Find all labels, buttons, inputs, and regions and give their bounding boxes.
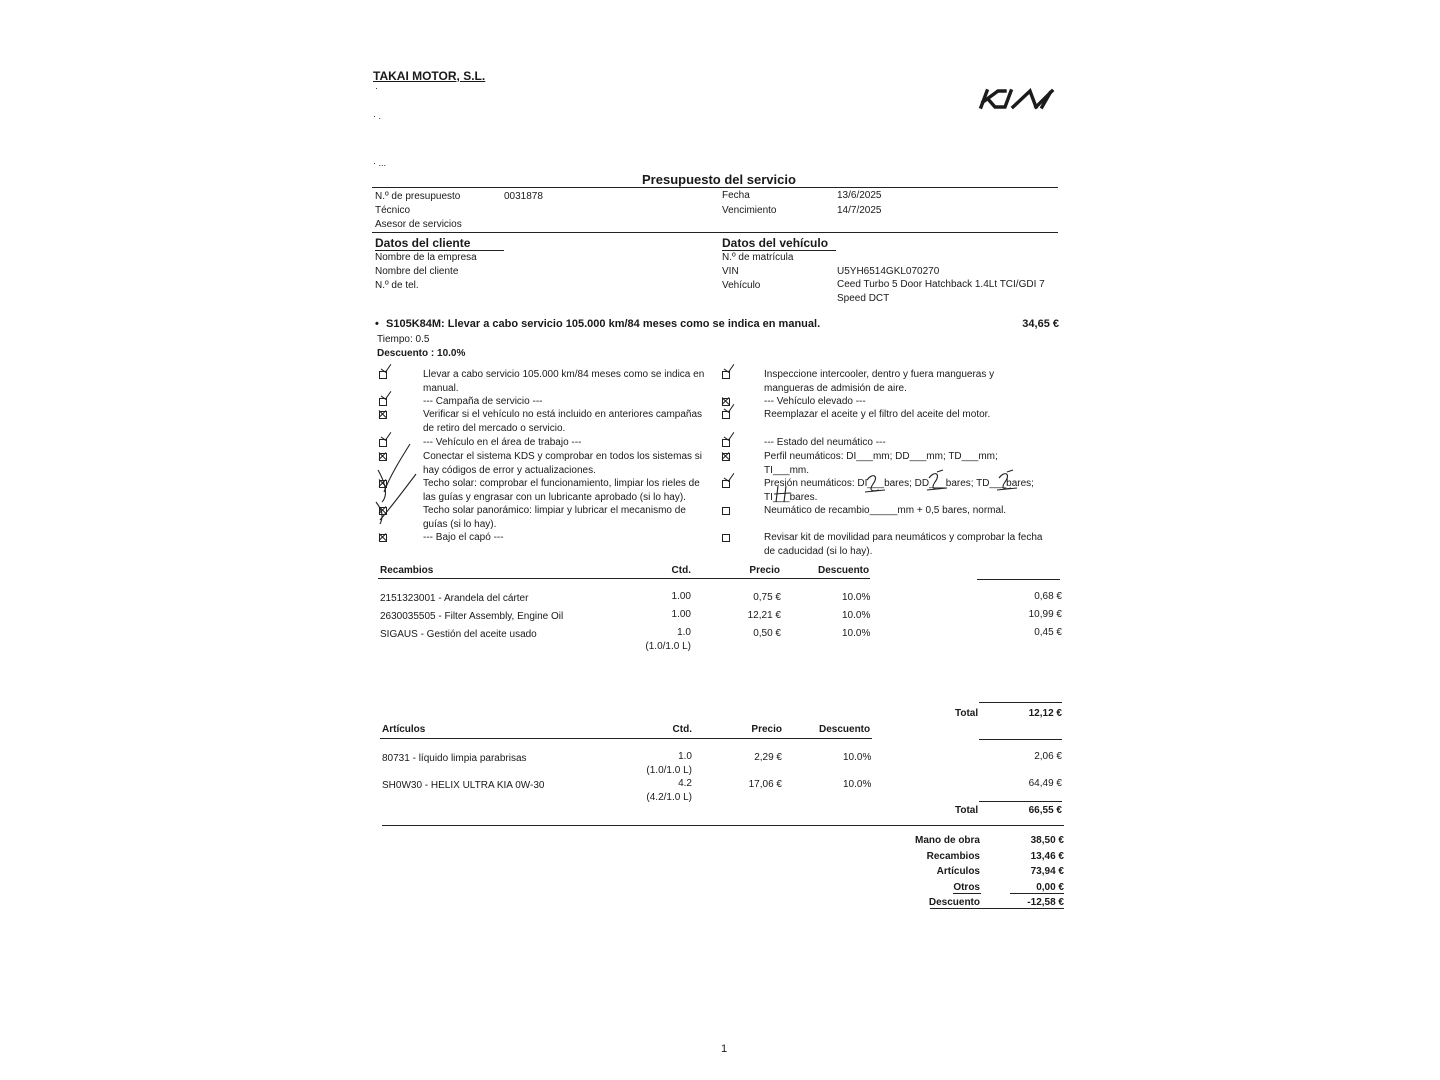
check-left-item-4-line-1: hay códigos de error y actualizaciones. <box>423 465 596 476</box>
parts-row-1-name: 2630035505 - Filter Assembly, Engine Oil <box>380 611 564 622</box>
plate-label: N.º de matrícula <box>722 252 794 263</box>
vehicle-title-underline <box>722 250 836 251</box>
check-right-4-cross-icon <box>721 452 729 460</box>
company-name: TAKAI MOTOR, S.L. <box>373 69 486 83</box>
check-right-5-tick-icon <box>724 471 734 483</box>
parts-row-0-qty: 1.00 <box>671 591 691 602</box>
parts-row-0-price: 0,75 € <box>753 592 781 603</box>
technician-label: Técnico <box>375 205 411 216</box>
quote-number: 0031878 <box>504 191 543 202</box>
parts-row-1-discount: 10.0% <box>842 610 871 621</box>
articles-row-1-discount: 10.0% <box>843 779 872 790</box>
parts-row-2-total: 0,45 € <box>1034 627 1062 638</box>
articles-total-col-line <box>979 739 1062 740</box>
check-right-item-0-line-1: mangueras de admisión de aire. <box>764 383 907 394</box>
summary-label-4: Descuento <box>928 897 980 908</box>
check-right-2-tick-icon <box>724 402 734 414</box>
kia-logo <box>978 88 1058 110</box>
header-mark-2: · . <box>373 111 381 121</box>
summary-otros-underline <box>953 893 981 894</box>
advisor-label: Asesor de servicios <box>375 219 462 230</box>
vehicle-model-line-1: Ceed Turbo 5 Door Hatchback 1.4Lt TCI/GDI 7 <box>837 279 1045 290</box>
vehicle-model-line-2: Speed DCT <box>837 293 890 304</box>
client-name-label: Nombre del cliente <box>375 266 459 277</box>
client-section-title: Datos del cliente <box>375 236 471 250</box>
articles-row-0-qty: 1.0 <box>678 751 692 762</box>
document-title: Presupuesto del servicio <box>642 172 796 187</box>
articles-header-discount: Descuento <box>819 724 871 735</box>
check-left-item-6-line-1: guías (si lo hay). <box>423 519 497 530</box>
service-title: S105K84M: Llevar a cabo servicio 105.000 km/84 meses como se indica en manual. <box>386 318 821 330</box>
parts-header-qty: Ctd. <box>671 565 691 576</box>
check-right-item-7-line-0: Revisar kit de movilidad para neumáticos y comprobar la fecha <box>764 532 1043 543</box>
summary-discount-underline <box>930 908 1064 909</box>
check-left-item-2-line-0: Verificar si el vehículo no está incluido en anteriores campañas <box>423 409 703 420</box>
articles-row-0-qty-detail: (1.0/1.0 L) <box>646 765 692 776</box>
check-left-item-1-line-0: --- Campaña de servicio --- <box>423 396 543 407</box>
articles-row-1-qty-detail: (4.2/1.0 L) <box>646 792 692 803</box>
articles-row-0-total: 2,06 € <box>1034 751 1062 762</box>
handwritten-ti-icon <box>770 484 800 504</box>
check-left-2-cross-icon <box>378 410 386 418</box>
check-right-item-0-line-0: Inspeccione intercooler, dentro y fuera mangueras y <box>764 369 995 380</box>
parts-row-0-name: 2151323001 - Arandela del cárter <box>380 593 529 604</box>
service-bullet: • <box>375 318 379 330</box>
articles-header-price: Precio <box>751 724 782 735</box>
check-right-item-4-line-0: Perfil neumáticos: DI___mm; DD___mm; TD___mm; <box>764 451 998 462</box>
articles-total-top-line <box>979 801 1062 802</box>
articles-header-underline <box>380 738 872 739</box>
summary-value-0: 38,50 € <box>1030 835 1064 846</box>
check-left-item-2-line-1: de retiro del mercado o servicio. <box>423 423 566 434</box>
parts-header-underline <box>378 578 870 579</box>
title-divider <box>372 187 1058 188</box>
parts-header-price: Precio <box>749 565 780 576</box>
summary-divider <box>382 825 1064 826</box>
check-right-item-2-line-0: Reemplazar el aceite y el filtro del aceite del motor. <box>764 409 991 420</box>
vin-value: U5YH6514GKL070270 <box>837 266 940 277</box>
check-left-1-tick-icon <box>381 389 391 401</box>
quote-number-label: N.º de presupuesto <box>375 191 461 202</box>
parts-row-1-total: 10,99 € <box>1028 609 1062 620</box>
check-left-item-4-line-0: Conectar el sistema KDS y comprobar en todos los sistemas si <box>423 451 702 462</box>
articles-row-1-price: 17,06 € <box>748 779 782 790</box>
articles-header-qty: Ctd. <box>672 724 692 735</box>
vin-label: VIN <box>722 266 739 277</box>
parts-row-2-qty: 1.0 <box>677 627 691 638</box>
check-left-7-cross-icon <box>378 533 386 541</box>
summary-value-2: 73,94 € <box>1030 866 1064 877</box>
articles-row-0-name: 80731 - líquido limpia parabrisas <box>382 753 527 764</box>
check-right-item-4-line-1: TI___mm. <box>764 465 810 476</box>
check-right-item-3-line-0: --- Estado del neumático --- <box>764 437 886 448</box>
check-left-item-0-line-1: manual. <box>423 383 459 394</box>
summary-label-2: Artículos <box>936 866 980 877</box>
check-right-item-7-line-1: de caducidad (si lo hay). <box>764 546 873 557</box>
date-label: Fecha <box>722 190 750 201</box>
check-right-6-checkbox-icon <box>722 507 730 515</box>
articles-header-name: Artículos <box>382 724 426 735</box>
summary-label-3: Otros <box>953 881 980 893</box>
client-phone-label: N.º de tel. <box>375 280 419 291</box>
parts-total-label: Total <box>955 708 979 719</box>
articles-row-1-qty: 4.2 <box>678 778 692 789</box>
vehicle-section-title: Datos del vehículo <box>722 236 829 250</box>
summary-label-0: Mano de obra <box>914 835 980 846</box>
check-left-item-5-line-0: Techo solar: comprobar el funcionamiento, limpiar los rieles de <box>423 478 700 489</box>
handwritten-strokes-icon <box>372 440 422 530</box>
info-divider <box>372 232 1058 233</box>
articles-row-1-name: SH0W30 - HELIX ULTRA KIA 0W-30 <box>382 780 545 791</box>
check-left-item-6-line-0: Techo solar panorámico: limpiar y lubricar el mecanismo de <box>423 505 686 516</box>
vehicle-label: Vehículo <box>722 280 761 291</box>
summary-value-1: 13,46 € <box>1030 850 1064 862</box>
client-company-label: Nombre de la empresa <box>375 252 477 263</box>
check-left-item-5-line-1: las guías y engrasar con un lubricante aprobado (si lo hay). <box>423 492 686 503</box>
parts-total-top-line <box>979 702 1062 703</box>
parts-row-2-name: SIGAUS - Gestión del aceite usado <box>380 629 537 640</box>
service-discount: Descuento : 10.0% <box>377 348 466 359</box>
handwritten-pressure-icon <box>857 466 1057 506</box>
service-price: 34,65 € <box>1022 318 1059 330</box>
service-time: Tiempo: 0.5 <box>377 334 430 345</box>
check-right-item-1-line-0: --- Vehículo elevado --- <box>764 396 866 407</box>
due-value: 14/7/2025 <box>837 205 882 216</box>
parts-row-2-discount: 10.0% <box>842 628 871 639</box>
check-left-item-3-line-0: --- Vehículo en el área de trabajo --- <box>423 437 582 448</box>
parts-row-0-total: 0,68 € <box>1034 591 1062 602</box>
parts-row-0-discount: 10.0% <box>842 592 871 603</box>
check-right-0-tick-icon <box>724 362 734 374</box>
check-right-7-checkbox-icon <box>722 534 730 542</box>
check-right-item-6-line-0: Neumático de recambio_____mm + 0,5 bares, normal. <box>764 505 1007 516</box>
articles-total-label: Total <box>955 805 979 816</box>
parts-total-value: 12,12 € <box>1028 708 1062 719</box>
parts-total-col-line <box>977 579 1060 580</box>
date-value: 13/6/2025 <box>837 190 882 201</box>
articles-row-1-total: 64,49 € <box>1028 778 1062 789</box>
parts-header-discount: Descuento <box>818 565 870 576</box>
check-right-3-tick-icon <box>724 430 734 442</box>
check-left-0-tick-icon <box>381 362 391 374</box>
due-label: Vencimiento <box>722 205 777 216</box>
summary-label-1: Recambios <box>926 850 980 862</box>
summary-value-3: 0,00 € <box>1036 881 1064 893</box>
parts-header-name: Recambios <box>380 565 434 576</box>
parts-row-1-qty: 1.00 <box>671 609 691 620</box>
header-mark-3: · ... <box>373 158 386 168</box>
articles-row-0-discount: 10.0% <box>843 752 872 763</box>
articles-total-value: 66,55 € <box>1028 805 1062 816</box>
page-number: 1 <box>720 1043 728 1055</box>
check-left-item-7-line-0: --- Bajo el capó --- <box>423 532 504 543</box>
check-right-item-5-line-0: Presión neumáticos: DI___bares; DD___bares; TD___bares; <box>764 478 1034 489</box>
client-title-underline <box>375 250 504 251</box>
summary-value-4: -12,58 € <box>1027 897 1064 908</box>
articles-row-0-price: 2,29 € <box>754 752 782 763</box>
parts-row-2-price: 0,50 € <box>753 628 781 639</box>
parts-row-1-price: 12,21 € <box>747 610 781 621</box>
summary-otros-value-underline <box>1010 893 1064 894</box>
header-mark-1: · <box>375 83 378 93</box>
check-left-item-0-line-0: Llevar a cabo servicio 105.000 km/84 meses como se indica en <box>423 369 705 380</box>
check-right-item-5-line-1: TI___bares. <box>764 492 818 503</box>
parts-row-2-qty-detail: (1.0/1.0 L) <box>645 641 691 652</box>
